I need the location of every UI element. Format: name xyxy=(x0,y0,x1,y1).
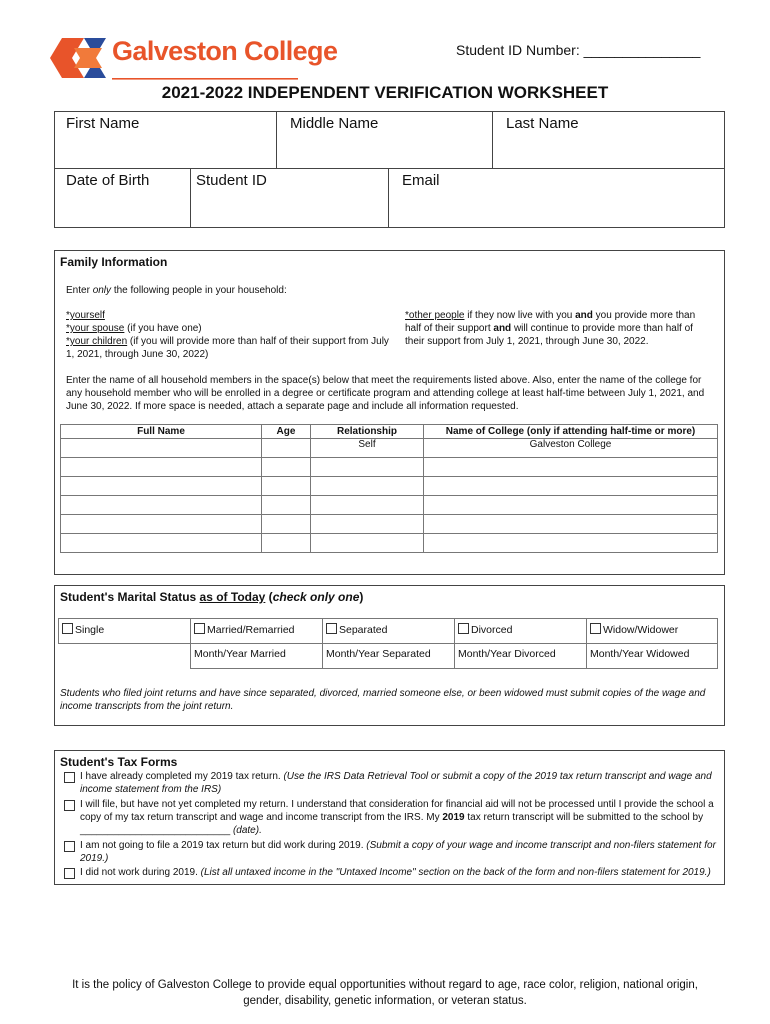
table-row[interactable] xyxy=(61,496,718,515)
tax-forms-title: Student's Tax Forms xyxy=(60,755,178,769)
college-cell: Galveston College xyxy=(424,439,718,458)
checkbox-icon[interactable] xyxy=(62,623,73,634)
month-year-widowed-field[interactable]: Month/Year Widowed xyxy=(587,644,718,669)
checkbox-icon[interactable] xyxy=(326,623,337,634)
age-cell[interactable] xyxy=(262,439,311,458)
checkbox-icon[interactable] xyxy=(194,623,205,634)
marital-note: Students who filed joint returns and have since separated, divorced, married someone else, or been widowed must submit copies of the wage and income transcripts from the joint return. xyxy=(60,688,706,712)
household-left-list: *yourself *your spouse (if you have one) *your children (if you will provide more than half of their support from July 1, 2021, through June 30, 2022) xyxy=(66,310,389,360)
equal-opportunity-footer: It is the policy of Galveston College to provide equal opportunities without regard to age, race color, religion, national origin, gender, disability, genetic information, or veteran status. xyxy=(72,979,698,1007)
header-relationship: Relationship xyxy=(311,425,424,439)
table-row[interactable] xyxy=(61,534,718,553)
table-row[interactable] xyxy=(61,458,718,477)
month-year-divorced-field[interactable]: Month/Year Divorced xyxy=(455,644,587,669)
household-instructions: Enter the name of all household members in the space(s) below that meet the requirements listed above. Also, enter the name of the college for any household member who will be enrolled in a degree or certificate program and attending college at least half-time between July 1, 2021, and June 30, 2022. If more space is needed, attach a separate page and include all information requested. xyxy=(66,375,705,412)
first-name-field[interactable]: First Name xyxy=(66,115,140,132)
header-age: Age xyxy=(262,425,311,439)
middle-name-field[interactable]: Middle Name xyxy=(290,115,379,132)
month-year-separated-field[interactable]: Month/Year Separated xyxy=(323,644,455,669)
family-information-title: Family Information xyxy=(60,255,168,269)
checkbox-icon[interactable] xyxy=(590,623,601,634)
checkbox-icon[interactable] xyxy=(458,623,469,634)
month-year-married-field[interactable]: Month/Year Married xyxy=(191,644,323,669)
family-enter-text: Enter only the following people in your household: xyxy=(66,285,287,296)
date-of-birth-field[interactable]: Date of Birth xyxy=(66,172,150,189)
email-field[interactable]: Email xyxy=(402,172,440,189)
page-title: 2021-2022 INDEPENDENT VERIFICATION WORKSHEET xyxy=(161,83,609,102)
checkbox-icon[interactable] xyxy=(64,841,75,852)
student-info-grid xyxy=(54,111,725,228)
single-checkbox[interactable]: Single xyxy=(59,619,191,644)
table-row[interactable] xyxy=(61,477,718,496)
logo-text: Galveston College xyxy=(112,36,338,66)
relationship-cell: Self xyxy=(311,439,424,458)
header-full-name: Full Name xyxy=(61,425,262,439)
divorced-checkbox[interactable]: Divorced xyxy=(455,619,587,644)
widow-checkbox[interactable]: Widow/Widower xyxy=(587,619,718,644)
married-checkbox[interactable]: Married/Remarried xyxy=(191,619,323,644)
checkbox-icon[interactable] xyxy=(64,772,75,783)
header-college: Name of College (only if attending half-time or more) xyxy=(424,425,718,439)
marital-status-table xyxy=(58,618,718,669)
table-row[interactable] xyxy=(61,515,718,534)
full-name-cell[interactable] xyxy=(61,439,262,458)
student-id-field[interactable]: Student ID xyxy=(196,172,267,189)
table-row xyxy=(61,439,718,458)
checkbox-icon[interactable] xyxy=(64,868,75,879)
last-name-field[interactable]: Last Name xyxy=(506,115,579,132)
student-id-number-field[interactable]: Student ID Number: _______________ xyxy=(456,42,701,58)
marital-status-title: Student's Marital Status as of Today (check only one) xyxy=(60,590,364,604)
checkbox-icon[interactable] xyxy=(64,800,75,811)
household-right-list: *other people if they now live with you and you provide more than half of their support and will continue to provide more than half of their support from July 1, 2021, through June 30, 2022. xyxy=(405,310,696,347)
household-table xyxy=(60,424,718,553)
separated-checkbox[interactable]: Separated xyxy=(323,619,455,644)
